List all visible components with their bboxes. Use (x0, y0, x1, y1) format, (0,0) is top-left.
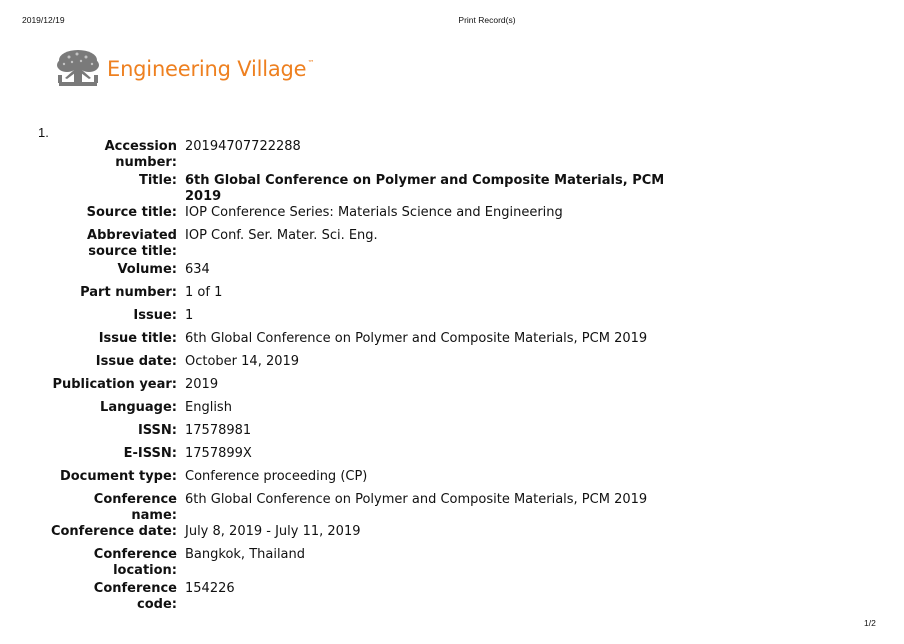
field-value: 17578981 (185, 423, 252, 438)
print-date: 2019/12/19 (22, 15, 65, 25)
field-label: Title: (138, 173, 177, 188)
field-label: Source title: (86, 205, 177, 220)
field-value: 154226 (185, 581, 235, 596)
field-value: 1 (185, 308, 194, 323)
field-value: IOP Conf. Ser. Mater. Sci. Eng. (185, 228, 378, 243)
field-label: Accession number: (104, 139, 177, 170)
field-row-conference-name (50, 492, 690, 524)
field-row-part-number (50, 285, 690, 308)
field-value: October 14, 2019 (185, 354, 300, 369)
elsevier-tree-icon (55, 48, 101, 88)
logo-text: Engineering Village (107, 57, 307, 81)
field-row-abbreviated-source-title (50, 228, 690, 262)
field-row-source-title (50, 205, 690, 228)
field-row-conference-location (50, 547, 690, 581)
field-label: Issue: (133, 308, 177, 323)
field-row-language (50, 400, 690, 423)
record-fields-table (50, 139, 690, 613)
field-value: 6th Global Conference on Polymer and Composite Materials, PCM 2019 (185, 492, 648, 507)
field-value: 2019 (185, 377, 219, 392)
field-row-conference-date (50, 524, 690, 547)
field-row-issue-title (50, 331, 690, 354)
field-value: 1757899X (185, 446, 252, 461)
field-row-accession-number (50, 139, 690, 173)
field-label: Conference location: (93, 547, 177, 578)
field-value: English (185, 400, 232, 415)
field-label: E-ISSN: (123, 446, 177, 461)
field-label: Language: (100, 400, 177, 415)
field-value: 6th Global Conference on Polymer and Composite Materials, PCM 2019 (185, 331, 648, 346)
field-label: Conference name: (93, 492, 177, 523)
print-title: Print Record(s) (458, 15, 516, 25)
field-label: Conference code: (93, 581, 177, 612)
trademark-symbol: ™ (307, 59, 315, 67)
field-label: Issue title: (98, 331, 177, 346)
field-value: 20194707722288 (185, 139, 301, 154)
field-label: Conference date: (50, 524, 177, 539)
field-value: July 8, 2019 - July 11, 2019 (185, 524, 361, 539)
field-label: Publication year: (52, 377, 177, 392)
field-row-publication-year (50, 377, 690, 400)
field-row-e-issn (50, 446, 690, 469)
field-label: Issue date: (95, 354, 177, 369)
field-label: ISSN: (137, 423, 177, 438)
field-row-title (50, 173, 690, 205)
logo-wordmark (107, 57, 314, 81)
field-value: IOP Conference Series: Materials Science and Engineering (185, 205, 563, 220)
field-label: Part number: (80, 285, 177, 300)
field-value: Bangkok, Thailand (185, 547, 306, 562)
field-value: 634 (185, 262, 210, 277)
field-row-issue-date (50, 354, 690, 377)
field-label: Abbreviated source title: (87, 228, 177, 259)
field-value: 6th Global Conference on Polymer and Composite Materials, PCM 2019 (185, 173, 665, 204)
field-row-conference-code (50, 581, 690, 613)
field-row-issn (50, 423, 690, 446)
field-label: Document type: (59, 469, 177, 484)
field-value: Conference proceeding (CP) (185, 469, 368, 484)
page-number: 1/2 (864, 618, 876, 628)
field-label: Volume: (117, 262, 177, 277)
record-number: 1. (38, 125, 49, 140)
field-row-document-type (50, 469, 690, 492)
field-row-issue (50, 308, 690, 331)
field-value: 1 of 1 (185, 285, 223, 300)
field-row-volume (50, 262, 690, 285)
engineering-village-logo (55, 48, 314, 88)
